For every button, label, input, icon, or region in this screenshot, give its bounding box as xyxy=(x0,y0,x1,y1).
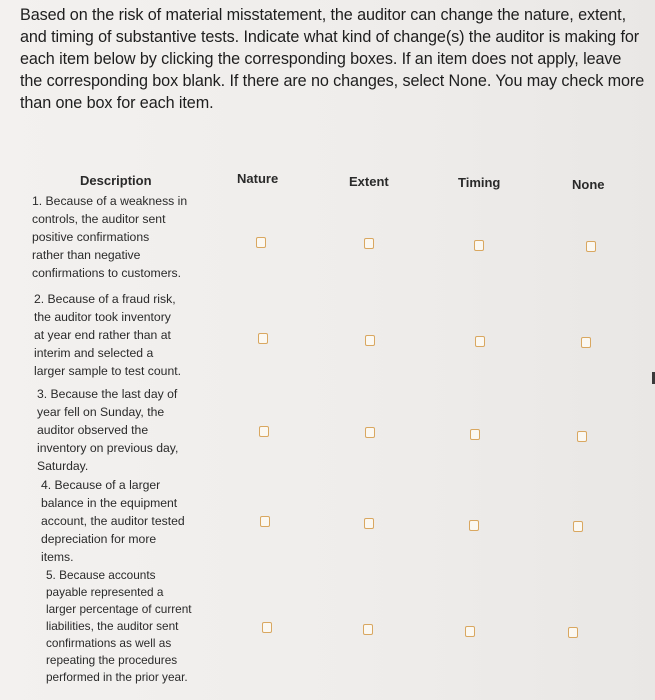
row-5-timing-checkbox[interactable] xyxy=(465,626,475,637)
row-1-timing-checkbox[interactable] xyxy=(474,240,484,251)
row-3-nature-checkbox[interactable] xyxy=(259,426,269,437)
instructions-text: Based on the risk of material misstatement, the auditor can change the nature, extent, and timing of substantive tests. Indicate what kind of change(s) the auditor is making for each item below by clicking the corresponding boxes. If an item does not apply, leave the corresponding box blank. If there are no changes, select None. You may check more than one box for each item. xyxy=(20,6,645,112)
extent-header: Extent xyxy=(349,174,389,189)
row-1-line: 1. Because of a weakness in xyxy=(32,194,188,208)
row-4-line: balance in the equipment xyxy=(41,496,178,510)
none-header: None xyxy=(572,177,605,192)
row-2-line: the auditor took inventory xyxy=(34,310,171,324)
row-5-line: 5. Because accounts xyxy=(46,568,156,582)
row-2-line: interim and selected a xyxy=(34,346,154,360)
row-1-line: rather than negative xyxy=(32,248,141,262)
row-5-none-checkbox[interactable] xyxy=(568,627,578,638)
description-header: Description xyxy=(80,173,152,188)
row-2-none-checkbox[interactable] xyxy=(581,337,591,348)
row-4-line: 4. Because of a larger xyxy=(41,478,161,492)
row-5-line: confirmations as well as xyxy=(46,636,172,650)
row-5-line: performed in the prior year. xyxy=(46,670,188,684)
row-4-timing-checkbox[interactable] xyxy=(469,520,479,531)
row-4-line: items. xyxy=(41,550,74,564)
row-2-extent-checkbox[interactable] xyxy=(365,335,375,346)
row-1-none-checkbox[interactable] xyxy=(586,241,596,252)
row-4-description xyxy=(41,476,226,566)
row-5-line: payable represented a xyxy=(46,585,164,599)
row-2-description xyxy=(34,290,219,380)
row-3-extent-checkbox[interactable] xyxy=(365,427,375,438)
row-2-line: 2. Because of a fraud risk, xyxy=(34,292,176,306)
row-3-none-checkbox[interactable] xyxy=(577,431,587,442)
row-1-extent-checkbox[interactable] xyxy=(364,238,374,249)
row-2-timing-checkbox[interactable] xyxy=(475,336,485,347)
row-2-line: at year end rather than at xyxy=(34,328,171,342)
row-3-timing-checkbox[interactable] xyxy=(470,429,480,440)
row-3-line: year fell on Sunday, the xyxy=(37,405,165,419)
row-5-line: larger percentage of current xyxy=(46,602,192,616)
row-4-nature-checkbox[interactable] xyxy=(260,516,270,527)
row-4-none-checkbox[interactable] xyxy=(573,521,583,532)
row-4-extent-checkbox[interactable] xyxy=(364,518,374,529)
row-3-line: 3. Because the last day of xyxy=(37,387,178,401)
row-5-extent-checkbox[interactable] xyxy=(363,624,373,635)
row-3-line: inventory on previous day, xyxy=(37,441,179,455)
nature-header: Nature xyxy=(237,171,279,186)
timing-header: Timing xyxy=(458,175,501,190)
row-4-line: account, the auditor tested xyxy=(41,514,185,528)
row-3-line: auditor observed the xyxy=(37,423,149,437)
row-1-nature-checkbox[interactable] xyxy=(256,237,266,248)
row-1-line: confirmations to customers. xyxy=(32,266,182,280)
row-1-description xyxy=(32,192,217,282)
row-2-nature-checkbox[interactable] xyxy=(258,333,268,344)
row-3-line: Saturday. xyxy=(37,459,89,473)
row-5-description xyxy=(46,567,226,686)
row-2-line: larger sample to test count. xyxy=(34,364,181,378)
row-1-line: positive confirmations xyxy=(32,230,150,244)
row-4-line: depreciation for more xyxy=(41,532,157,546)
row-1-line: controls, the auditor sent xyxy=(32,212,166,226)
row-5-line: repeating the procedures xyxy=(46,653,178,667)
row-5-nature-checkbox[interactable] xyxy=(262,622,272,633)
row-5-line: liabilities, the auditor sent xyxy=(46,619,179,633)
row-3-description xyxy=(37,385,222,475)
